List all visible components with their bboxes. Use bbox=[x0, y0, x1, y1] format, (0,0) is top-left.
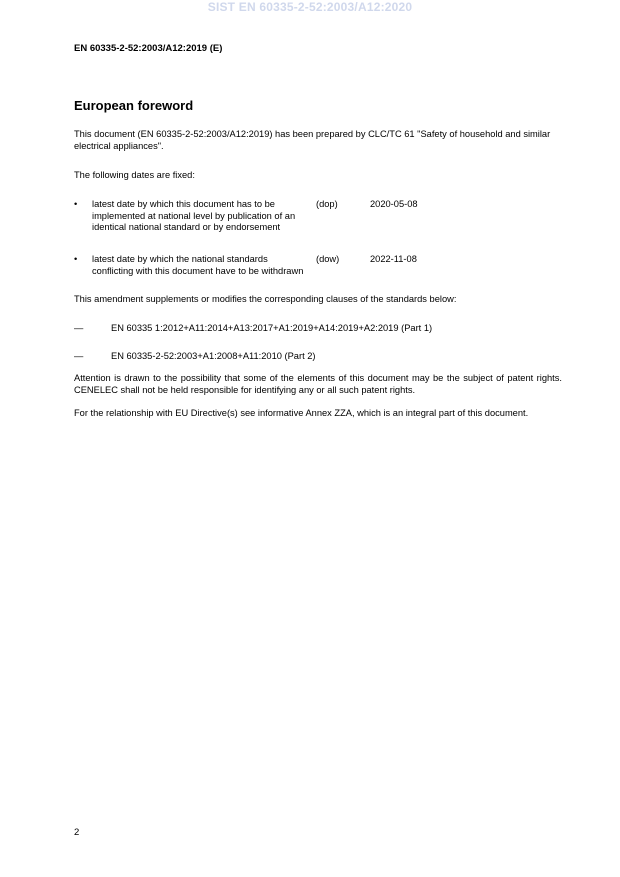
foreword-paragraph: This document (EN 60335-2-52:2003/A12:2019) has been prepared by CLC/TC 61 "Safety of household and similar electrical appliances". bbox=[74, 129, 551, 151]
standard-reference: EN 60335 1:2012+A11:2014+A13:2017+A1:2019+A14:2019+A2:2019 (Part 1) bbox=[111, 323, 433, 333]
dash-marker: — bbox=[74, 323, 84, 333]
patent-paragraph: Attention is drawn to the possibility that some of the elements of this document may be the subject of patent rights. CENELEC shall not be held responsible for identifying any or all such patent rights. bbox=[74, 373, 562, 395]
dash-marker: — bbox=[74, 351, 84, 361]
page-number: 2 bbox=[74, 827, 80, 838]
document-identifier: EN 60335-2-52:2003/A12:2019 (E) bbox=[74, 43, 223, 54]
directive-paragraph: For the relationship with EU Directive(s) see informative Annex ZZA, which is an integral part of this document. bbox=[74, 408, 529, 418]
date-description: latest date by which the national standards conflicting with this document have to be withdrawn bbox=[92, 254, 304, 276]
bullet: • bbox=[74, 199, 78, 209]
amendment-paragraph: This amendment supplements or modifies the corresponding clauses of the standards below: bbox=[74, 294, 457, 304]
watermark: SIST EN 60335-2-52:2003/A12:2020 bbox=[207, 0, 413, 14]
section-title: European foreword bbox=[74, 98, 194, 113]
date-abbreviation: (dop) bbox=[316, 199, 338, 209]
date-value: 2022-11-08 bbox=[370, 254, 417, 264]
bullet: • bbox=[74, 254, 78, 264]
date-description: latest date by which this document has to be implemented at national level by publication of an identical national standard or by endorsement bbox=[92, 199, 296, 233]
date-value: 2020-05-08 bbox=[370, 199, 418, 209]
dates-intro: The following dates are fixed: bbox=[74, 170, 195, 180]
date-abbreviation: (dow) bbox=[316, 254, 340, 264]
standard-reference: EN 60335-2-52:2003+A1:2008+A11:2010 (Part 2) bbox=[111, 351, 316, 361]
